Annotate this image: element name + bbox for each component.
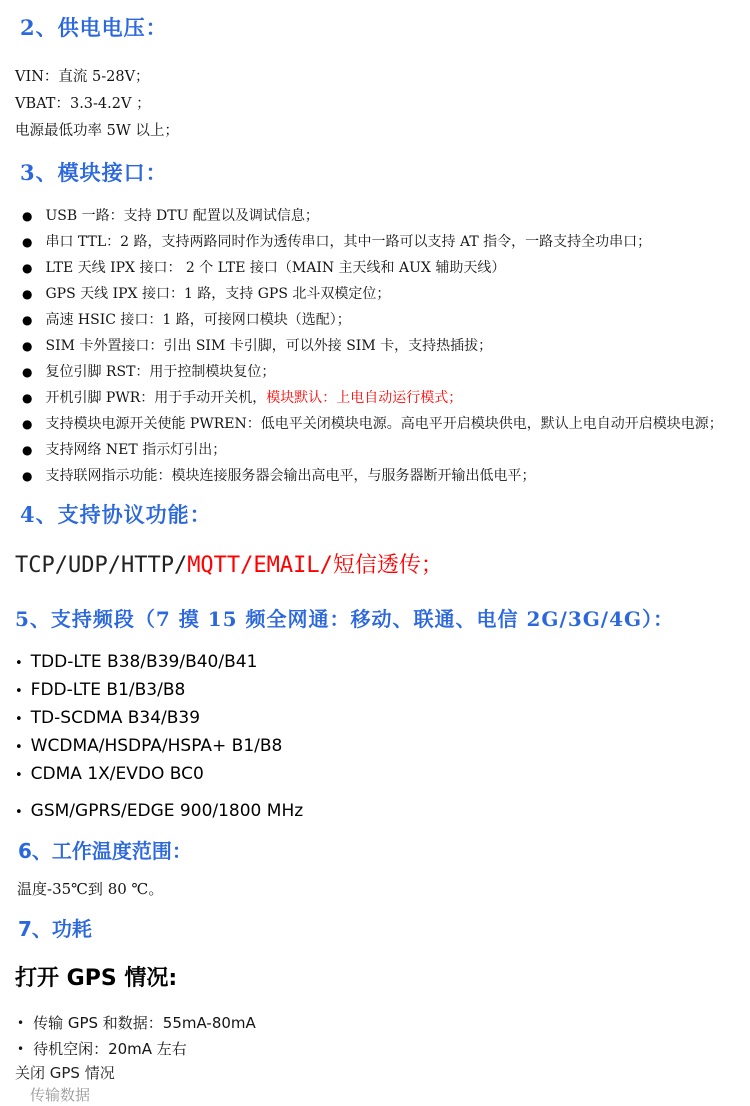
gps-item-text: 传输 GPS 和数据：55mA-80mA (33, 1014, 256, 1032)
bullet-icon: • (15, 768, 23, 783)
list-item-text: 支持联网指示功能：模块连接服务器会输出高电平，与服务器断开输出低电平； (45, 468, 536, 484)
band-item-text: GSM/GPRS/EDGE 900/1800 MHz (30, 801, 304, 821)
clipped-line-text: 传输数据 (30, 1086, 91, 1104)
section-heading-bands: 5、支持频段（7 摸 15 频全网通：移动、联通、电信 2G/3G/4G）： (15, 607, 675, 631)
band-item (15, 798, 750, 826)
bullet-icon: • (15, 656, 23, 671)
list-item (22, 437, 750, 463)
bullet-icon: ● (22, 391, 33, 405)
list-item-text: LTE 天线 IPX 接口： 2 个 LTE 接口（MAIN 主天线和 AUX 辅助天线） (45, 260, 506, 276)
band-item-text: TD-SCDMA B34/B39 (30, 708, 201, 728)
bullet-icon: • (15, 805, 23, 820)
list-item-text: 开机引脚 PWR：用于手动开关机， (45, 390, 267, 406)
band-list (15, 649, 750, 826)
list-item-highlight: 模块默认：上电自动运行模式； (266, 390, 463, 406)
section-heading-power-voltage: 2、供电电压： (20, 15, 168, 40)
section-heading-power-consumption: 7、功耗 (18, 917, 92, 941)
list-item-text: GPS 天线 IPX 接口：1 路，支持 GPS 北斗双模定位； (45, 286, 391, 302)
bullet-icon: ● (22, 235, 33, 249)
list-item (22, 359, 750, 385)
gps-item (17, 1036, 750, 1062)
list-item (22, 229, 750, 255)
list-item (22, 333, 750, 359)
bullet-icon: ● (22, 365, 33, 379)
bullet-icon: ● (22, 339, 33, 353)
spec-line-vbat: VBAT：3.3-4.2V ； (15, 96, 151, 112)
gps-on-list (0, 1010, 750, 1062)
list-item (22, 307, 750, 333)
bullet-icon: • (17, 1016, 25, 1030)
clipped-bottom-line (0, 1084, 750, 1104)
bullet-icon: • (15, 712, 23, 727)
bullet-icon: ● (22, 443, 33, 457)
section-heading-interfaces: 3、模块接口： (20, 160, 168, 185)
band-item-text: WCDMA/HSDPA/HSPA+ B1/B8 (30, 736, 283, 756)
bullet-icon: ● (22, 209, 33, 223)
gps-on-heading: 打开 GPS 情况: (15, 966, 178, 991)
interface-list (0, 203, 750, 489)
list-item (22, 385, 750, 411)
protocol-line (15, 551, 750, 581)
spec-line-vin: VIN：直流 5-28V； (15, 69, 150, 85)
list-item (22, 255, 750, 281)
list-item-text: 复位引脚 RST：用于控制模块复位； (45, 364, 276, 380)
bullet-icon: ● (22, 417, 33, 431)
band-item-text: CDMA 1X/EVDO BC0 (30, 764, 204, 784)
bullet-icon: ● (22, 261, 33, 275)
band-item (15, 761, 750, 789)
band-item-text: TDD-LTE B38/B39/B40/B41 (30, 652, 258, 672)
list-item (22, 203, 750, 229)
section-heading-protocols: 4、支持协议功能： (20, 502, 212, 527)
band-item (15, 649, 750, 677)
protocol-list-black: TCP/UDP/HTTP/ (15, 553, 188, 578)
gps-off-heading: 关闭 GPS 情况 (15, 1064, 115, 1082)
bullet-icon: • (15, 684, 23, 699)
list-item (22, 463, 750, 489)
band-item (15, 733, 750, 761)
gps-item-text: 待机空闲：20mA 左右 (33, 1040, 187, 1058)
list-item-text: SIM 卡外置接口：引出 SIM 卡引脚，可以外接 SIM 卡，支持热插拔； (45, 338, 493, 354)
protocol-list-red: MQTT/EMAIL/短信透传； (187, 553, 443, 578)
bullet-icon: • (15, 740, 23, 755)
list-item-text: 串口 TTL：2 路，支持两路同时作为透传串口，其中一路可以支持 AT 指令，一路支持全功串口； (45, 234, 652, 250)
temperature-range-line: 温度-35℃到 80 ℃。 (17, 880, 164, 898)
list-item (22, 281, 750, 307)
band-item (15, 677, 750, 705)
spec-line-min-power: 电源最低功率 5W 以上； (15, 123, 179, 139)
list-item-text: 支持网络 NET 指示灯引出； (45, 442, 227, 458)
list-item-text: 支持模块电源开关使能 PWREN：低电平关闭模块电源。高电平开启模块供电，默认上电自动开启模块电源； (45, 416, 723, 432)
bullet-icon: ● (22, 313, 33, 327)
bullet-icon: ● (22, 287, 33, 301)
bullet-icon: • (17, 1042, 25, 1056)
list-item (22, 411, 750, 437)
gps-item (17, 1010, 750, 1036)
band-item (15, 705, 750, 733)
list-item-text: USB 一路：支持 DTU 配置以及调试信息； (45, 208, 319, 224)
band-item-text: FDD-LTE B1/B3/B8 (30, 680, 186, 700)
bullet-icon: ● (22, 469, 33, 483)
power-voltage-body (0, 64, 750, 145)
section-heading-temperature: 6、工作温度范围： (18, 839, 192, 863)
list-item-text: 高速 HSIC 接口：1 路，可接网口模块（选配）； (45, 312, 351, 328)
